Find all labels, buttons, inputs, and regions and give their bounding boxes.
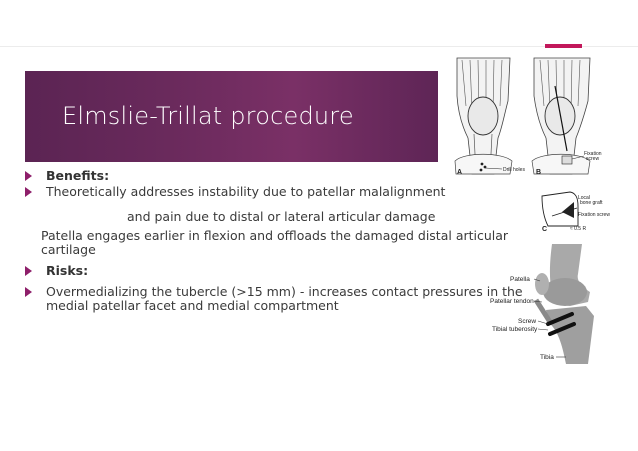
- bullet-icon: [25, 287, 32, 297]
- panel-c-label: C: [542, 226, 548, 233]
- bullet-icon: [25, 266, 32, 276]
- fixation-screw-c-label: Fixation screw: [578, 212, 610, 218]
- panel-b: [532, 58, 602, 176]
- tibia-label: Tibia: [540, 354, 554, 361]
- benefit-line-4: cartilage: [41, 242, 96, 257]
- header-divider: [0, 46, 638, 47]
- benefit-line-2: and pain due to distal or lateral articular damage: [127, 209, 436, 224]
- panel-c: [542, 192, 610, 233]
- tibial-tuberosity-label: Tibial tuberosity: [492, 326, 538, 333]
- risk-line-1: Overmedializing the tubercle (>15 mm) - increases contact pressures in the: [46, 284, 523, 299]
- measure-label: ≈ 0.5 R: [570, 226, 587, 232]
- drill-holes-label: Drill holes: [503, 167, 525, 173]
- benefit-line-3: Patella engages earlier in flexion and offloads the damaged distal articular: [41, 228, 509, 243]
- local-bone-graft-label-2: bone graft: [580, 200, 603, 206]
- risk-line-2: medial patellar facet and medial compartment: [46, 298, 339, 313]
- benefits-heading: Benefits:: [46, 168, 110, 183]
- bullet-icon: [25, 171, 32, 181]
- benefit-line-1: Theoretically addresses instability due to patellar malalignment: [46, 184, 446, 199]
- fixation-screw-label: Fixation: [584, 151, 602, 157]
- accent-bar: [545, 44, 582, 48]
- slide-title: Elmslie-Trillat procedure: [62, 102, 354, 130]
- panel-a: [455, 58, 525, 176]
- screw-label: Screw: [518, 318, 537, 325]
- local-bone-graft-label: Local: [578, 195, 590, 201]
- fixation-screw-label-2: screw: [586, 156, 600, 162]
- risks-heading: Risks:: [46, 263, 89, 278]
- knee-procedure-illustration: [452, 56, 610, 241]
- panel-a-label: A: [457, 169, 463, 176]
- patellar-tendon-label: Patellar tendon: [490, 298, 534, 305]
- panel-b-label: B: [536, 169, 542, 176]
- bullet-icon: [25, 187, 32, 197]
- knee-lateral-illustration: [490, 244, 610, 369]
- patella-label: Patella: [510, 276, 530, 283]
